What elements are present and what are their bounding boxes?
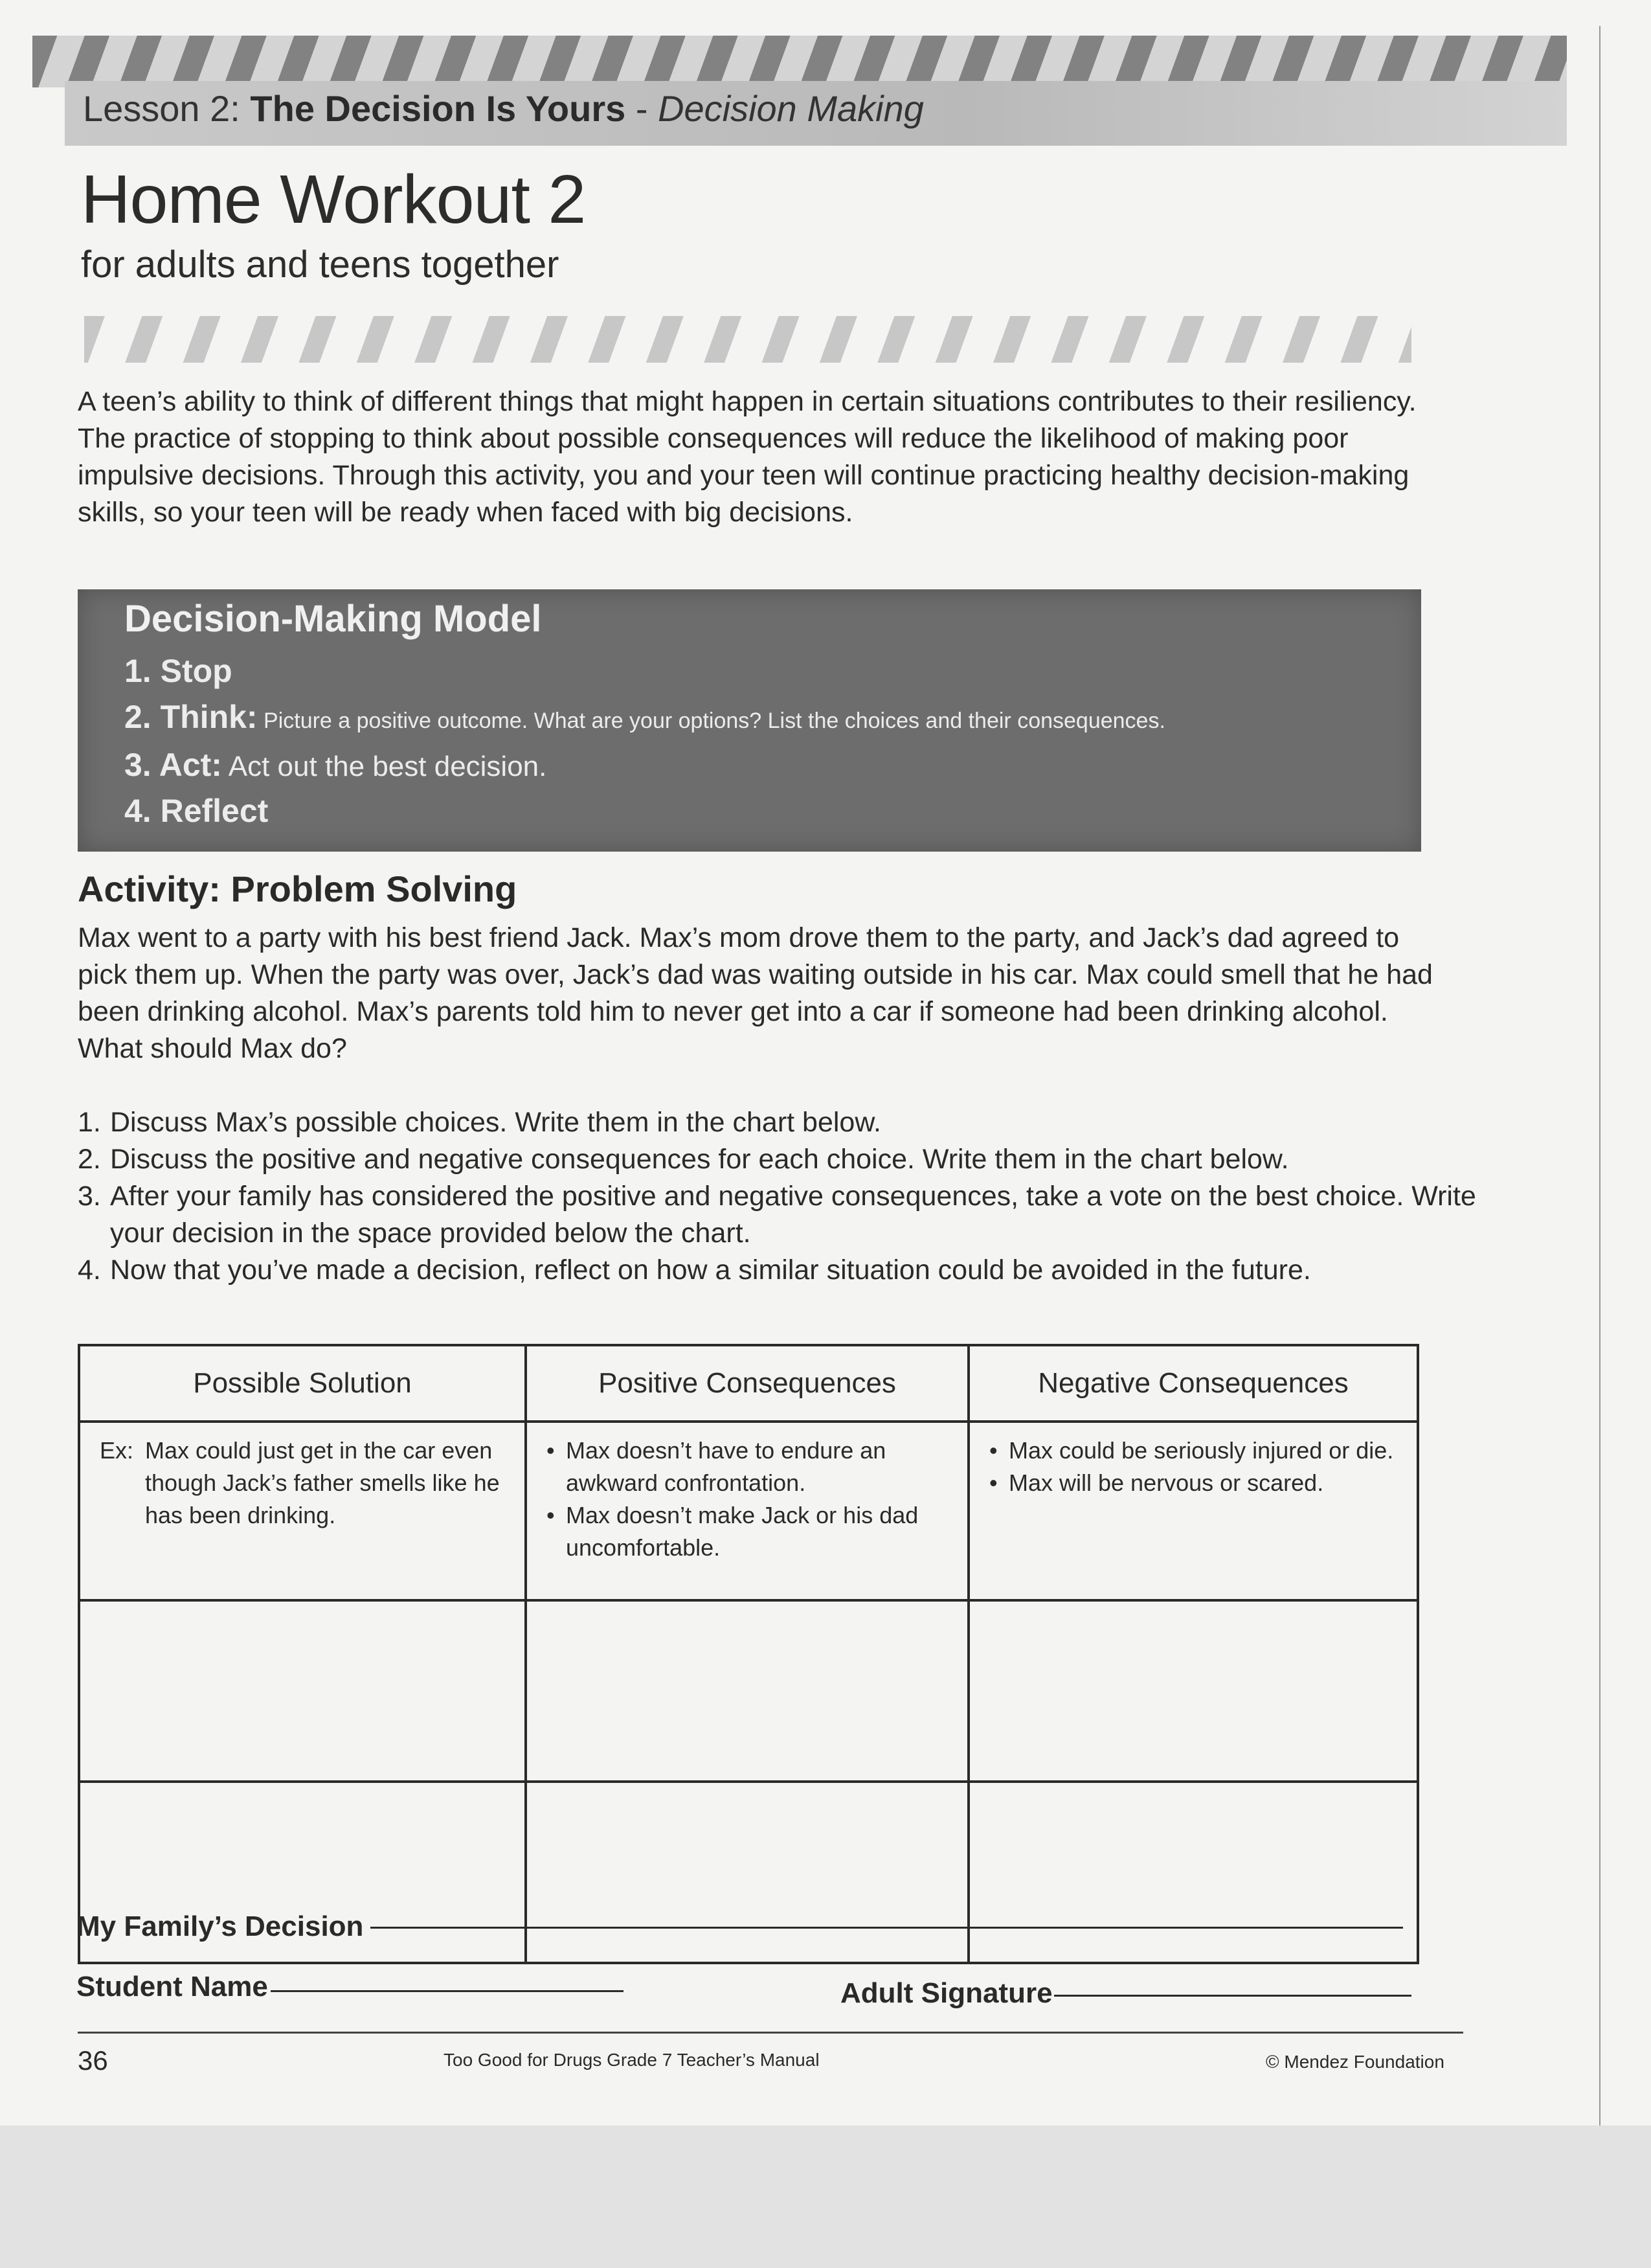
header-positive-consequences: Positive Consequences — [526, 1345, 969, 1422]
page-title: Home Workout 2 — [81, 161, 586, 238]
scan-margin-line — [1599, 26, 1600, 2131]
family-decision-line[interactable] — [370, 1927, 1403, 1929]
page-number: 36 — [78, 2045, 108, 2076]
subtitle-stripe-decoration — [84, 316, 1411, 363]
lesson-name: The Decision Is Yours — [250, 88, 626, 129]
model-step: 2. Think: Picture a positive outcome. What are your options? List the choices and their consequences. — [124, 699, 1165, 735]
header-negative-consequences: Negative Consequences — [969, 1345, 1418, 1422]
decision-model-steps — [124, 649, 1165, 835]
family-decision-label: My Family’s Decision — [76, 1911, 364, 1942]
lesson-title — [83, 87, 924, 130]
example-solution: Max could just get in the car even though Jack’s father smells like he has been drinking. — [145, 1437, 500, 1528]
manual-title: Too Good for Drugs Grade 7 Teacher’s Manual — [444, 2050, 820, 2070]
model-step: 1. Stop — [124, 653, 232, 689]
instruction-item: 1. Discuss Max’s possible choices. Write them in the chart below. — [78, 1107, 881, 1138]
decision-model-box — [78, 589, 1421, 852]
instruction-list — [78, 1104, 1476, 1289]
decision-model-heading: Decision-Making Model — [124, 598, 542, 640]
consequences-chart — [78, 1344, 1419, 1964]
model-step: 4. Reflect — [124, 793, 269, 829]
example-row — [79, 1422, 1418, 1600]
example-solution-cell — [79, 1422, 526, 1600]
adult-signature-label: Adult Signature — [840, 1977, 1053, 2009]
instruction-item: 3. After your family has considered the positive and negative consequences, take a vote on the best choice. Write your decision in the space provided below the chart. — [78, 1181, 1476, 1249]
chart-header-row — [79, 1345, 1418, 1422]
negative-consequence: • Max will be nervous or scared. — [989, 1467, 1397, 1499]
negative-consequence: • Max could be seriously injured or die. — [989, 1435, 1397, 1467]
example-negative-cell — [969, 1422, 1418, 1600]
model-step: 3. Act: Act out the best decision. — [124, 747, 547, 783]
blank-negative-cell[interactable] — [969, 1600, 1418, 1782]
example-positive-cell — [526, 1422, 969, 1600]
copyright: © Mendez Foundation — [1266, 2052, 1444, 2072]
lesson-topic: Decision Making — [658, 88, 924, 129]
activity-title: Activity: Problem Solving — [78, 868, 517, 909]
positive-consequence: • Max doesn’t have to endure an awkward confrontation. — [546, 1435, 948, 1499]
positive-consequence: • Max doesn’t make Jack or his dad uncomfortable. — [546, 1499, 948, 1564]
lesson-prefix: Lesson 2: — [83, 88, 251, 129]
scenario-paragraph: Max went to a party with his best friend Jack. Max’s mom drove them to the party, and Jack’s dad agreed to pick them up. When the party was over, Jack’s dad was waiting outside in his car. Max could smell that he had been drinking alcohol. Max’s parents told him to never get into a car if someone had been drinking alcohol. What should Max do? — [78, 922, 1433, 1064]
adult-signature-line[interactable] — [1054, 1995, 1411, 1997]
blank-solution-cell[interactable] — [79, 1600, 526, 1782]
blank-negative-cell[interactable] — [969, 1782, 1418, 1963]
instruction-item: 4. Now that you’ve made a decision, reflect on how a similar situation could be avoided in the future. — [78, 1254, 1311, 1286]
header-stripe-decoration — [32, 36, 1567, 87]
instruction-item: 2. Discuss the positive and negative consequences for each choice. Write them in the chart below. — [78, 1144, 1289, 1175]
footer-divider — [78, 2032, 1463, 2034]
student-name-line[interactable] — [271, 1990, 623, 1992]
blank-positive-cell[interactable] — [526, 1600, 969, 1782]
page-subtitle: for adults and teens together — [81, 244, 559, 286]
scan-bottom-band — [0, 2126, 1651, 2268]
intro-paragraph: A teen’s ability to think of different things that might happen in certain situations contributes to their resiliency. The practice of stopping to think about possible consequences will reduce the likelihood of making poor impulsive decisions. Through this activity, you and your teen will continue practicing healthy decision-making skills, so your teen will be ready when faced with big decisions. — [78, 386, 1417, 528]
lesson-separator: - — [625, 88, 658, 129]
blank-positive-cell[interactable] — [526, 1782, 969, 1963]
example-label: Ex: — [100, 1437, 134, 1464]
student-name-label: Student Name — [76, 1971, 268, 2002]
blank-row — [79, 1600, 1418, 1782]
header-possible-solution: Possible Solution — [79, 1345, 526, 1422]
